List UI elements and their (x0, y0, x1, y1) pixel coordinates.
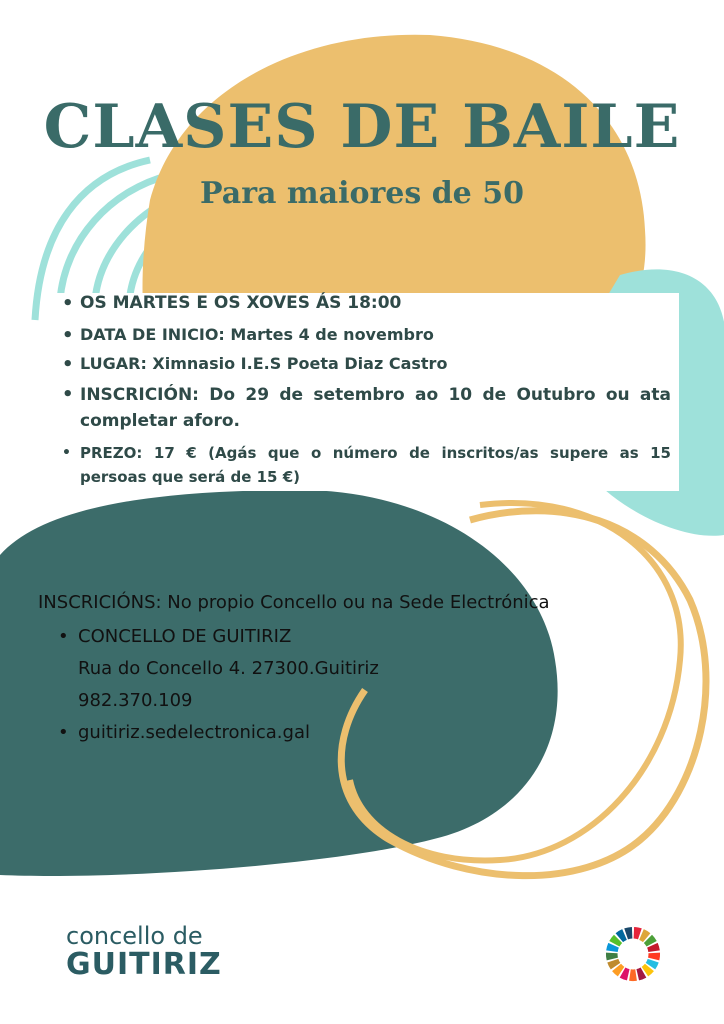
info-item-location: • LUGAR: Ximnasio I.E.S Poeta Diaz Castro (62, 354, 448, 375)
bullet-icon: • (62, 384, 74, 405)
sdg-segment (606, 953, 618, 961)
sdg-segment (629, 969, 637, 981)
info-box (46, 293, 679, 491)
bullet-icon: • (62, 325, 74, 346)
bullet-icon: • (62, 293, 74, 314)
page-subtitle: Para maiores de 50 (200, 176, 524, 211)
sdg-wheel-icon (604, 925, 662, 983)
info-item-price: • PREZO: 17 € (Agás que o número de inscritos/as supere as 15 persoas que será de 15 €) (62, 441, 671, 489)
bullet-icon: • (58, 722, 69, 743)
page-title: CLASES DE BAILE (43, 92, 681, 162)
info-item-registration: • INSCRICIÓN: Do 29 de setembro ao 10 de Outubro ou ata completar aforo. (62, 384, 671, 431)
bullet-icon: • (62, 354, 74, 375)
bullet-icon: • (62, 445, 71, 461)
logo-line2: GUITIRIZ (66, 947, 222, 982)
contact-item-address: Rua do Concello 4. 27300.Guitiriz (78, 658, 379, 679)
concello-logo (66, 923, 222, 981)
contact-section (38, 592, 678, 749)
contact-item-website[interactable]: • guitiriz.sedelectronica.gal (38, 717, 678, 749)
sdg-segment (648, 953, 660, 961)
contact-item-town-hall: • CONCELLO DE GUITIRIZ (38, 621, 678, 653)
bullet-icon: • (58, 626, 69, 647)
info-item-schedule: • OS MARTES E OS XOVES ÁS 18:00 (62, 293, 402, 314)
contact-heading: INSCRICIÓNS: No propio Concello ou na Sede Electrónica (38, 592, 550, 613)
logo-line1: concello de (66, 922, 203, 950)
contact-item-phone: 982.370.109 (78, 690, 193, 711)
contact-list (38, 621, 678, 749)
info-item-start-date: • DATA DE INICIO: Martes 4 de novembro (62, 325, 434, 346)
